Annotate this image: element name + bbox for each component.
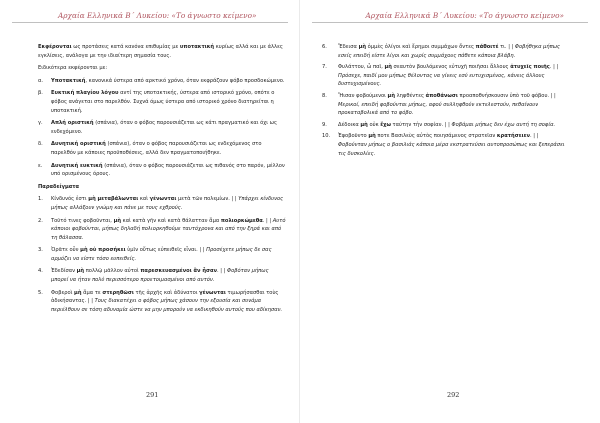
page-number-left: 291 bbox=[146, 391, 159, 399]
example-number: 3. bbox=[38, 247, 43, 254]
intro-specifics: Ειδικότερα εκφέρονται με: bbox=[38, 65, 108, 72]
greek-emphasis: γένωνται bbox=[199, 289, 226, 296]
item-term: Απλή οριστική bbox=[51, 120, 94, 127]
translation-text: Προσέχετε μήπως δε σας αρμόζει να είστε τόσο ευπειθείς. bbox=[51, 247, 272, 262]
running-header: Αρχαία Ελληνικά Β΄ Λυκείου: «Το άγνωστο κείμενο» bbox=[58, 11, 257, 20]
header-rule bbox=[12, 22, 288, 23]
right-content bbox=[314, 43, 568, 161]
right-page bbox=[300, 0, 600, 423]
greek-text: πολλῷ μᾶλλον αὐτοὶ bbox=[84, 268, 141, 275]
mood-item bbox=[38, 89, 286, 115]
greek-text: ληφθέντες bbox=[395, 92, 426, 99]
intro-paragraph bbox=[38, 43, 286, 60]
greek-text: Ἤισαν φοβούμενοι bbox=[338, 92, 388, 99]
greek-text: τῆς ἀρχῆς καὶ ἀδύνατοι bbox=[133, 289, 200, 296]
example-number: 9. bbox=[322, 121, 327, 128]
greek-emphasis: στερηθῶσι bbox=[102, 289, 134, 296]
example-item bbox=[38, 195, 286, 212]
example-number: 5. bbox=[38, 289, 43, 296]
greek-emphasis: μὴ bbox=[358, 44, 367, 50]
greek-text: Ὁρᾶτε οὖν bbox=[51, 247, 81, 254]
greek-text: προαποθνήσκουσιν ὑπὸ τοῦ φόβου. | | bbox=[457, 92, 556, 99]
item-label: ε. bbox=[38, 162, 43, 169]
greek-text: ποτε Βασιλεὺς αὐτὸς ποιησάμενος στρατεῖαν bbox=[375, 133, 497, 140]
item-text: (σπάνια), όταν ο φόβος παρουσιάζεται ως πιθανός στο παρόν, μέλλον υπό ορισμένους όρους. bbox=[51, 162, 285, 178]
mood-item bbox=[38, 140, 286, 157]
item-text: αντί της υποτακτικής, ύστερα από ιστορικό χρόνο, οπότε ο φόβος ανάγεται στο παρελθόν. Συχνά όμως ύστερα από ιστορικό χρόνο διατηρείται η υποτακτική. bbox=[51, 90, 275, 114]
greek-text: τιμωρήσασθαι τοὺς ἀδικήσαντας. | | bbox=[51, 289, 279, 305]
item-label: γ. bbox=[38, 120, 43, 127]
mood-item bbox=[38, 77, 286, 86]
greek-text: ταύτην τὴν σοφίαν. | | bbox=[390, 121, 452, 128]
translation-text: Τους διακατέχει ο φόβος μήπως χάσουν την εξουσία και συνάμα περιέλθουν σε τόση αδυναμία ώστε να μην μπορούν να εκδικηθούν αυτούς που αδίκησαν. bbox=[51, 298, 283, 313]
intro-term: Εκφέρονται bbox=[38, 44, 72, 50]
examples-heading: Παραδείγματα bbox=[38, 183, 80, 190]
example-number: 1. bbox=[38, 196, 43, 203]
greek-emphasis: μὴ οὐ προσήκει bbox=[80, 247, 126, 254]
greek-text: ὀμμὲς ὀλίγοι καὶ ἔρημοι συμμάχων ὄντες bbox=[366, 44, 476, 50]
greek-emphasis: μὴ bbox=[387, 92, 395, 99]
greek-text: . | | bbox=[262, 217, 273, 224]
greek-text: Φυλάττου, ὦ παῖ, bbox=[338, 64, 385, 71]
greek-text: . | | bbox=[529, 133, 539, 140]
item-text: (σπάνια), όταν ο φόβος παρουσιάζεται ως κάτι πραγματικό και όχι ως ενδεχόμενο. bbox=[51, 120, 277, 135]
mood-item bbox=[38, 119, 286, 136]
example-item bbox=[314, 121, 568, 130]
translation-text: Φοβήθηκα μήπως εσείς επειδή είστε λίγοι και χωρίς συμμάχους πάθετε κάποια βλάβη. bbox=[338, 44, 561, 59]
example-item bbox=[38, 246, 286, 263]
example-item bbox=[38, 267, 286, 284]
translation-text: Φοβόταν μήπως μπορεί να ήταν πολύ περισσότερο προετοιμασμένοι από αυτόν. bbox=[51, 268, 269, 284]
example-number: 8. bbox=[322, 92, 327, 99]
item-label: δ. bbox=[38, 141, 43, 148]
greek-text: καὶ κατὰ γῆν καὶ κατὰ θάλατταν ἅμα bbox=[121, 217, 221, 224]
intro-text-end: κυρίως αλλά και με άλλες εγκλίσεις, ανάλογα με την ιδιαίτερη σημασία τους. bbox=[38, 44, 283, 59]
greek-text: σεαυτὸν βουλόμενος εὐτυχῆ ποιῆσαι ἄλλους bbox=[391, 64, 511, 71]
example-item bbox=[314, 132, 568, 158]
greek-text: Ἔδεισα bbox=[338, 44, 359, 50]
example-number: 2. bbox=[38, 217, 43, 224]
greek-emphasis: γένωνται bbox=[149, 196, 177, 203]
examples-list-continued bbox=[314, 43, 568, 158]
translation-text: Υπάρχει κίνδυνος μήπως αλλάξουν γνώμη και πάνε με τους εχθρούς. bbox=[51, 196, 284, 211]
greek-text: Ἐδεδίσαν bbox=[51, 268, 77, 275]
greek-emphasis: ἔχω bbox=[380, 121, 391, 128]
running-header-right: Αρχαία Ελληνικά Β΄ Λυκείου: «Το άγνωστο κείμενο» bbox=[365, 11, 564, 20]
header-rule-right bbox=[312, 22, 588, 23]
greek-text: Ἐφοβοῦντο bbox=[338, 133, 369, 140]
example-item bbox=[314, 63, 568, 89]
greek-text: . | | bbox=[549, 64, 559, 71]
mood-item bbox=[38, 162, 286, 179]
greek-emphasis: μὴ bbox=[76, 268, 85, 275]
intro-mood: υποτακτική bbox=[179, 44, 215, 50]
greek-emphasis: πάθοιτέ bbox=[475, 44, 499, 50]
greek-text: τι. | | bbox=[498, 44, 515, 50]
greek-text: μετὰ τῶν πολεμίων. | | bbox=[176, 196, 239, 203]
item-term: Ευκτική πλαγίου λόγου bbox=[51, 90, 119, 97]
mood-list bbox=[38, 77, 286, 179]
greek-emphasis: ἀποθάνωσι bbox=[425, 92, 458, 99]
example-number: 10. bbox=[322, 133, 331, 140]
examples-list bbox=[38, 195, 286, 314]
greek-text: οὐκ bbox=[367, 121, 381, 128]
item-text: , κανονικά ύστερα από αρκτικό χρόνο, όταν εκφράζουν φόβο προσδοκώμενο. bbox=[85, 77, 285, 84]
page-number-right: 292 bbox=[447, 391, 460, 399]
translation-text: Φοβάμαι μήπως δεν έχω αυτή τη σοφία. bbox=[451, 121, 556, 128]
translation-text: Μερικοί, επειδή φοβούνται μήπως, αφού συλληφθούν εκτελεστούν, πεθαίνουν πρoκαταβολικά από το φόβο. bbox=[338, 101, 539, 117]
translation-text: Αυτό κάποιοι φοβούνται, μήπως δηλαδή πολιορκηθούμε ταυτόχρονα και από την ξηρά και από τη θάλασσα. bbox=[51, 217, 286, 241]
item-term: Υποτακτική bbox=[51, 77, 86, 84]
greek-emphasis: μὴ bbox=[368, 133, 376, 140]
greek-emphasis: μὴ bbox=[360, 121, 368, 128]
greek-text: Δέδοικα bbox=[338, 121, 361, 128]
greek-emphasis: μὴ bbox=[384, 64, 392, 71]
item-label: β. bbox=[38, 90, 43, 97]
left-content bbox=[38, 43, 286, 318]
greek-text: Τοῦτό τινες φοβοῦνται, bbox=[51, 217, 114, 224]
example-number: 6. bbox=[322, 44, 327, 50]
greek-emphasis: μὴ bbox=[113, 217, 122, 224]
greek-text: καὶ bbox=[138, 196, 150, 203]
item-text: (σπάνια), όταν ο φόβος παρουσιάζεται ως ενδεχόμενος στο παρελθόν με κάποιες προϋποθέσεις, αλλά δεν πραγματοποιήθηκε. bbox=[51, 141, 262, 156]
greek-text: ὑμῖν οὔτως εὐπειθεῖς εἶναι. | | bbox=[125, 247, 207, 254]
example-item bbox=[38, 289, 286, 315]
greek-emphasis: παρεσκευασμένοι ἂν ἦσαν bbox=[140, 268, 218, 275]
greek-emphasis: πολιορκώμεθα bbox=[220, 217, 263, 224]
item-label: α. bbox=[38, 77, 44, 84]
translation-text: Φοβούνταν μήπως ο βασιλιάς κάποια μέρα εκστρατεύσει αυτοπροσώπως και ξεπεράσει τις δυσκολίες. bbox=[338, 141, 565, 157]
greek-emphasis: κρατήσειεν bbox=[496, 133, 530, 140]
greek-text: Φοβεροὶ bbox=[51, 289, 75, 296]
greek-text: Κίνδυνός ἐστι bbox=[51, 196, 89, 203]
greek-text: . | | bbox=[217, 268, 228, 275]
example-item bbox=[314, 92, 568, 118]
item-term: Δυνητική οριστική bbox=[51, 141, 106, 148]
example-item bbox=[38, 217, 286, 243]
greek-emphasis: ἀτυχεῖς ποιῆς bbox=[510, 64, 550, 71]
example-item bbox=[314, 43, 568, 60]
greek-emphasis: μὴ μεταβάλωνται bbox=[88, 196, 139, 203]
intro-text: ως προτάσεις κατά κανόνα επιθυμίας με bbox=[71, 44, 180, 50]
greek-text: ἅμα τε bbox=[81, 289, 103, 296]
greek-emphasis: μὴ bbox=[74, 289, 82, 296]
example-number: 4. bbox=[38, 268, 43, 275]
item-term: Δυνητική ευκτική bbox=[51, 162, 103, 169]
translation-text: Πρόσεχε, παιδί μου μήπως θέλοντας να γίνεις εσύ ευτυχισμένος, κάνεις άλλους δυστυχισμένους. bbox=[338, 72, 545, 88]
example-number: 7. bbox=[322, 64, 327, 71]
